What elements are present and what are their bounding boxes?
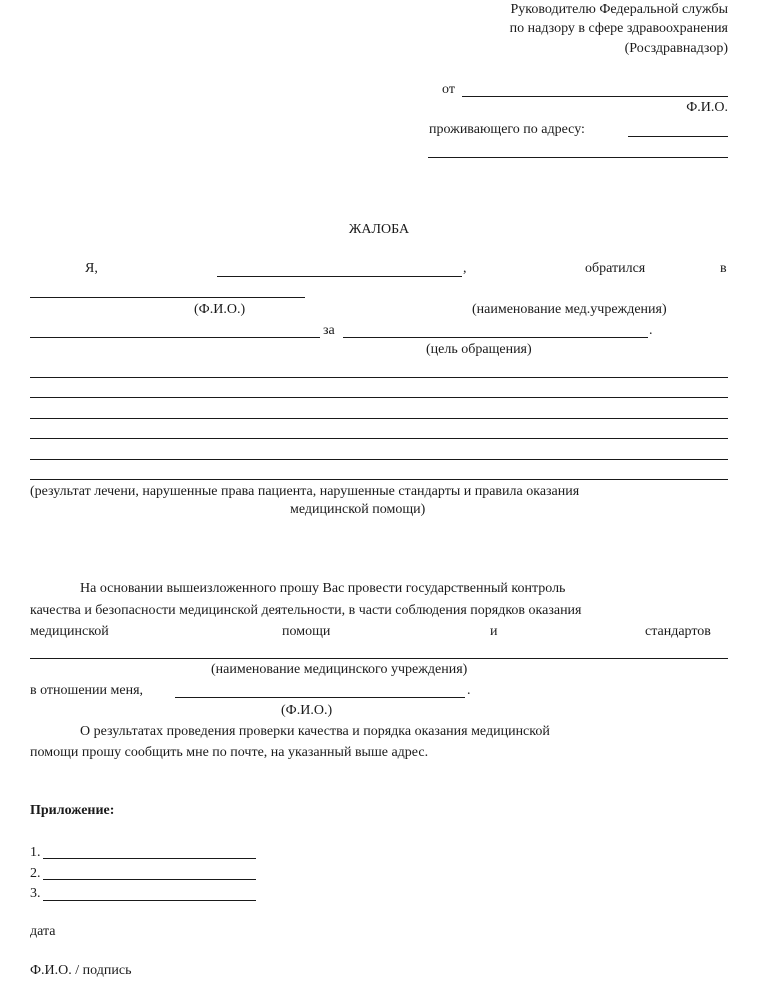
request-line-2: качества и безопасности медицинской деятельности, в части соблюдения порядков оказания (30, 603, 582, 618)
addressee-line-1: Руководителю Федеральной службы (510, 2, 728, 17)
address-field-line-2[interactable] (428, 157, 728, 158)
results-line-1: О результатах проведения проверки качества и порядка оказания медицинской (80, 724, 550, 739)
request-word-3: и (490, 624, 498, 639)
institution-line-2[interactable] (30, 337, 320, 338)
purpose-line[interactable] (343, 337, 648, 338)
institution-caption: (наименование мед.учреждения) (472, 302, 667, 317)
attachment-title: Приложение: (30, 803, 115, 818)
applicant-fio-line[interactable] (217, 276, 462, 277)
result-caption-line-2: медицинской помощи) (290, 502, 426, 517)
comma: , (463, 261, 467, 276)
address-label: проживающего по адресу: (429, 122, 585, 137)
signature-label: Ф.И.О. / подпись (30, 963, 132, 978)
complaint-line-6[interactable] (30, 479, 728, 480)
complaint-line-5[interactable] (30, 459, 728, 460)
attachment-line-1[interactable] (43, 858, 256, 859)
applied-label: обратился (585, 261, 646, 276)
period: . (649, 323, 653, 338)
request-word-4: стандартов (645, 624, 711, 639)
addressee-line-2: по надзору в сфере здравоохранения (509, 21, 728, 36)
request-institution-caption: (наименование медицинского учреждения) (211, 662, 468, 677)
request-institution-line[interactable] (30, 658, 728, 659)
regarding-fio-caption: (Ф.И.О.) (281, 703, 333, 718)
request-word-2: помощи (282, 624, 331, 639)
page-title: ЖАЛОБА (348, 222, 410, 237)
attachment-number-3: 3. (30, 886, 41, 901)
results-line-2: помощи прошу сообщить мне по почте, на указанный выше адрес. (30, 745, 429, 760)
attachment-number-1: 1. (30, 845, 41, 860)
institution-line-1[interactable] (30, 297, 305, 298)
complaint-line-1[interactable] (30, 377, 728, 378)
sender-fio-caption: Ф.И.О. (686, 100, 728, 115)
address-field-line[interactable] (628, 136, 728, 137)
complaint-line-2[interactable] (30, 397, 728, 398)
result-caption-line-1: (результат лечени, нарушенные права пациента, нарушенные стандарты и правила оказания (30, 484, 580, 499)
addressee-line-3: (Росздравнадзор) (624, 41, 728, 56)
regarding-label: в отношении меня, (30, 683, 144, 698)
complaint-line-4[interactable] (30, 438, 728, 439)
attachment-line-2[interactable] (43, 879, 256, 880)
date-label: дата (30, 924, 56, 939)
regarding-fio-line[interactable] (175, 697, 465, 698)
purpose-caption: (цель обращения) (426, 342, 532, 357)
za-label: за (323, 323, 335, 338)
fio-caption: (Ф.И.О.) (194, 302, 246, 317)
request-word-1: медицинской (30, 624, 109, 639)
from-field-line[interactable] (462, 96, 728, 97)
request-line-1: На основании вышеизложенного прошу Вас провести государственный контроль (80, 581, 566, 596)
in-label: в (720, 261, 727, 276)
attachment-line-3[interactable] (43, 900, 256, 901)
attachment-number-2: 2. (30, 866, 41, 881)
complaint-line-3[interactable] (30, 418, 728, 419)
ya-label: Я, (85, 261, 98, 276)
regarding-period: . (467, 683, 471, 698)
from-label: от (442, 82, 455, 97)
